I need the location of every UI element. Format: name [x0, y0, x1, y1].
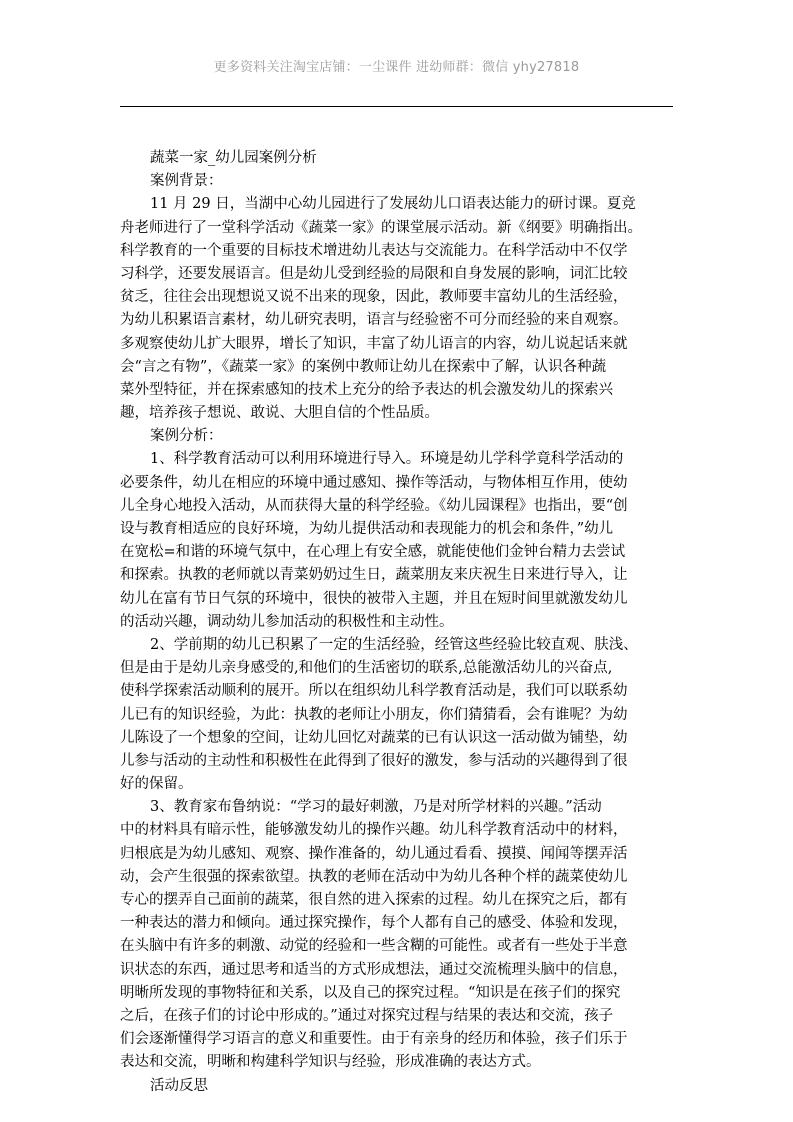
text-line: 但是由于是幼儿亲身感受的,和他们的生活密切的联系,总能激活幼儿的兴奋点,	[120, 660, 613, 677]
text-line: 1、科学教育活动可以利用环境进行导入。环境是幼儿学科学竟科学活动的	[150, 451, 624, 468]
text-line: 之后，在孩子们的讨论中形成的。”通过对探究过程与结果的表达和交流，孩子	[120, 1007, 614, 1024]
text-line: 舟老师进行了一堂科学活动《蔬菜一家》的课堂展示活动。新《纲要》明确指出。	[120, 219, 642, 236]
text-line: 11 月 29 日，当湖中心幼儿园进行了发展幼儿口语表达能力的研讨课。夏竞	[150, 196, 636, 213]
text-line: 的活动兴趣，调动幼儿参加活动的积极性和主动性。	[120, 613, 454, 630]
text-line: 们会逐渐懂得学习语言的意义和重要性。由于有亲身的经历和体验，孩子们乐于	[120, 1031, 628, 1048]
section-heading-reflection: 活动反思	[150, 1077, 208, 1094]
text-line: 多观察使幼儿扩大眼界，增长了知识，丰富了幼儿语言的内容，幼儿说起话来就	[120, 335, 628, 352]
text-line: 必要条件，幼儿在相应的环境中通过感知、操作等活动，与物体相互作用，使幼	[120, 474, 628, 491]
text-line: 在宽松=和谐的环境气氛中，在心理上有安全感，就能使他们金钟台精力去尝试	[120, 544, 626, 561]
text-line: 儿陈设了一个想象的空间，让幼儿回忆对蔬菜的已有认识这一活动做为铺垫，幼	[120, 729, 628, 746]
document-body	[120, 147, 676, 1098]
page-header: 更多资料关注淘宝店铺：一尘课件 进幼师群：微信 yhy27818	[213, 60, 580, 75]
text-line: 为幼儿积累语言素材，幼儿研究表明，语言与经验密不可分而经验的来自观察。	[120, 312, 628, 329]
text-line: 菜外型特征，并在探索感知的技术上充分的给予表达的机会激发幼儿的探索兴	[120, 381, 613, 398]
text-line: 表达和交流，明晰和构建科学知识与经验，形成准确的表达方式。	[120, 1054, 541, 1071]
section-heading-analysis: 案例分析：	[150, 428, 223, 445]
text-line: 儿已有的知识经验，为此：执教的老师让小朋友，你们猜猜看，会有谁呢？为幼	[120, 706, 628, 723]
text-line: 儿参与活动的主动性和积极性在此得到了很好的激发，参与活动的兴趣得到了很	[120, 752, 628, 769]
document-title: 蔬菜一家_幼儿园案例分析	[150, 150, 317, 166]
text-line: 在头脑中有许多的刺激、动觉的经验和一些含糊的可能性。或者有一些处于半意	[120, 938, 628, 955]
text-line: 趣，培养孩子想说、敢说、大胆自信的个性品质。	[120, 405, 439, 422]
text-line: 会“言之有物”，《蔬菜一家》的案例中教师让幼儿在探索中了解，认识各种蔬	[120, 358, 607, 375]
text-line: 习科学，还要发展语言。但是幼儿受到经验的局限和自身发展的影响，词汇比较	[120, 265, 628, 282]
text-line: 使科学探索活动顺利的展开。所以在组织幼儿科学教育活动是，我们可以联系幼	[120, 683, 628, 700]
text-line: 3、教育家布鲁纳说：“学习的最好刺激，乃是对所学材料的兴趣。”活动	[150, 799, 602, 816]
text-line: 幼儿在富有节日气氛的环境中，很快的被带入主题，并且在短时间里就激发幼儿	[120, 590, 628, 607]
text-line: 明晰所发现的事物特征和关系，以及自己的探究过程。“知识是在孩子们的探究	[120, 984, 621, 1001]
text-line: 贫乏，往往会出现想说又说不出来的现象，因此，教师要丰富幼儿的生活经验，	[120, 289, 628, 306]
text-line: 一种表达的潜力和倾向。通过探究操作，每个人都有自己的感受、体验和发现，	[120, 915, 628, 932]
text-line: 专心的摆弄自己面前的蔬菜，很自然的进入探索的过程。幼儿在探究之后，都有	[120, 892, 628, 908]
text-line: 2、学前期的幼儿已积累了一定的生活经验，经管这些经验比较直观、肤浅、	[150, 636, 638, 653]
text-line: 和探索。执教的老师就以青菜奶奶过生日，蔬菜朋友来庆祝生日来进行导入，让	[120, 567, 628, 584]
text-line: 好的保留。	[120, 776, 193, 793]
text-line: 归根底是为幼儿感知、观察、操作准备的，幼儿通过看看、摸摸、闻闻等摆弄活	[120, 845, 628, 862]
header-divider	[120, 106, 673, 107]
text-line: 设与教育相适应的良好环境，为幼儿提供活动和表现能力的机会和条件，”幼儿	[120, 521, 614, 537]
text-line: 儿全身心地投入活动，从而获得大量的科学经验。《幼儿园课程》也指出，要“创	[120, 497, 628, 514]
text-line: 中的材料具有暗示性，能够激发幼儿的操作兴趣。幼儿科学教育活动中的材料，	[120, 822, 628, 839]
text-line: 科学教育的一个重要的目标技术增进幼儿表达与交流能力。在科学活动中不仅学	[120, 242, 628, 259]
text-line: 识状态的东西，通过思考和适当的方式形成想法，通过交流梳理头脑中的信息，	[120, 961, 628, 978]
text-line: 动，会产生很强的探索欲望。执教的老师在活动中为幼儿各种个样的蔬菜使幼儿	[120, 868, 628, 885]
section-heading-background: 案例背景：	[150, 173, 223, 190]
